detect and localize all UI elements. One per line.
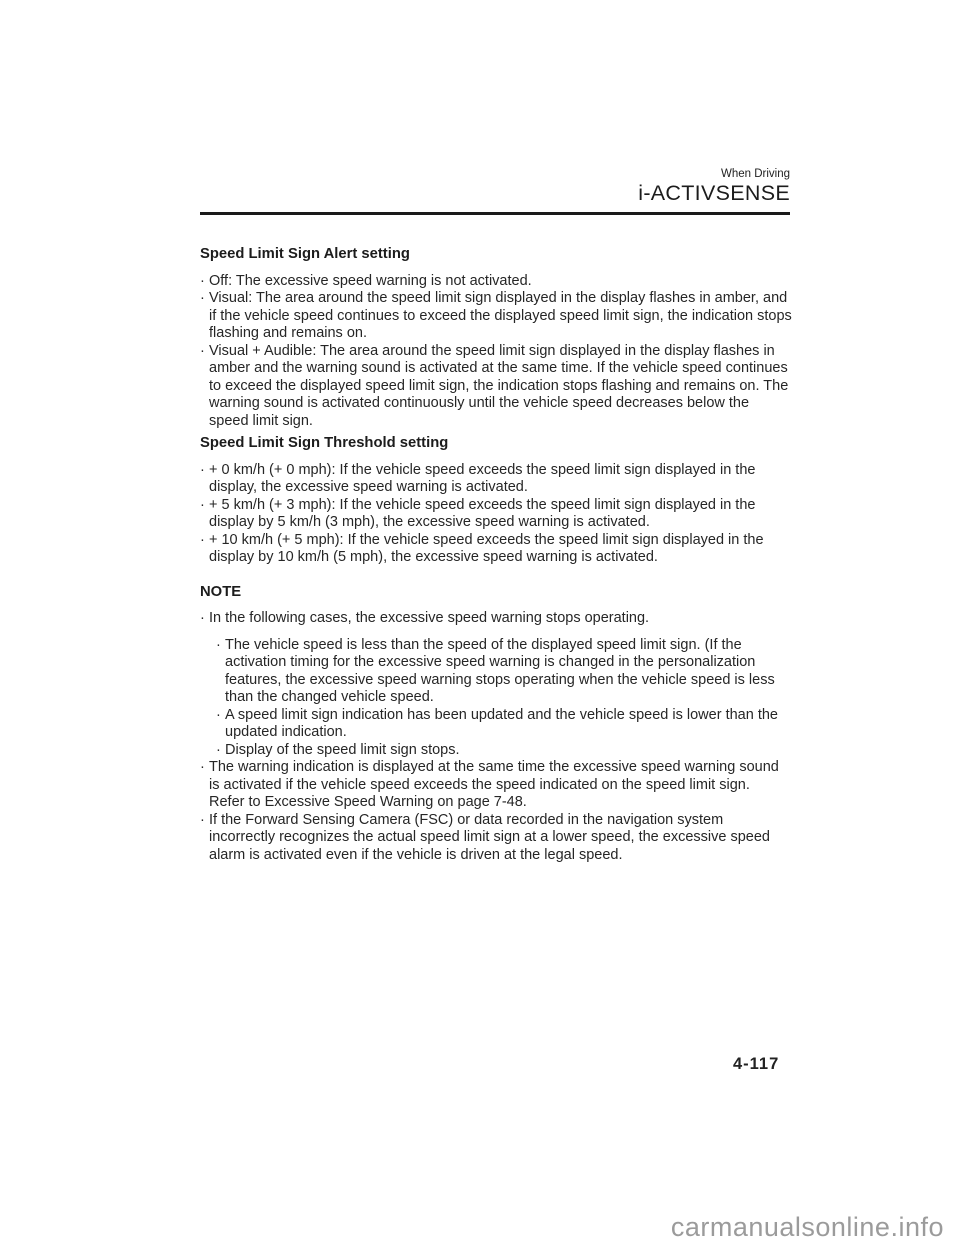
bullet-item (200, 343, 792, 431)
bullet-item (200, 273, 792, 291)
bullet-text: Visual + Audible: The area around the speed limit sign displayed in the display flashes in amber and the warning sound is activated at the same time. If the vehicle speed continues to exceed the displayed speed limit sign, the indication stops flashing and remains on. The warning sound is activated continuously until the vehicle speed decreases below the speed limit sign. (209, 342, 789, 429)
bullet-item (216, 637, 792, 707)
bullet-text: In the following cases, the excessive speed warning stops operating. (209, 610, 650, 626)
bullet-icon: · (200, 811, 205, 828)
bullet-text: The warning indication is displayed at the same time the excessive speed warning sound is activated if the vehicle speed exceeds the speed indicated on the speed limit sign. (209, 759, 779, 793)
bullet-text: + 10 km/h (+ 5 mph): If the vehicle speed exceeds the speed limit sign displayed in the display by 10 km/h (5 mph), the excessive speed warning is activated. (209, 531, 764, 565)
section-heading: Speed Limit Sign Alert setting (200, 246, 410, 262)
bullet-text: Off: The excessive speed warning is not activated. (209, 272, 532, 289)
bullet-text: A speed limit sign indication has been updated and the vehicle speed is lower than the updated indication. (225, 706, 778, 740)
bullet-icon: · (200, 272, 205, 289)
section-heading: Speed Limit Sign Threshold setting (200, 435, 449, 451)
bullet-icon: · (200, 531, 205, 548)
bullet-icon: · (216, 706, 221, 723)
bullet-text: + 0 km/h (+ 0 mph): If the vehicle speed exceeds the speed limit sign displayed in the display, the excessive speed warning is activated. (209, 461, 756, 495)
bullet-item (200, 610, 792, 628)
section (200, 435, 792, 567)
page-header (200, 168, 790, 215)
bullet-item (200, 759, 792, 794)
section (200, 584, 792, 865)
section (200, 246, 792, 430)
bullet-item (200, 532, 792, 567)
bullet-icon: · (200, 610, 205, 626)
header-eyebrow: When Driving (720, 168, 790, 180)
bullet-item (216, 707, 792, 742)
page-number: 4-117 (733, 1055, 780, 1073)
section-heading: NOTE (200, 583, 242, 600)
header-rule (200, 212, 790, 215)
watermark: carmanualsonline.info (670, 1212, 944, 1242)
bullet-item (200, 812, 792, 865)
page-content (200, 246, 792, 864)
bullet-icon: · (216, 741, 221, 758)
bullet-text: + 5 km/h (+ 3 mph): If the vehicle speed exceeds the speed limit sign displayed in the display by 5 km/h (3 mph), the excessive speed warning is activated. (209, 496, 756, 530)
header-title: i-ACTIVSENSE (638, 181, 790, 205)
bullet-icon: · (200, 759, 205, 775)
bullet-icon: · (216, 636, 221, 653)
continuation-line: Refer to Excessive Speed Warning on page 7-48. (209, 794, 527, 810)
bullet-text: Visual: The area around the speed limit sign displayed in the display flashes in amber, and if the vehicle speed continues to exceed the displayed speed limit sign, the indication stops flashing and remains on. (209, 290, 792, 341)
bullet-item (200, 462, 792, 497)
bullet-item (200, 290, 792, 343)
bullet-icon: · (200, 496, 205, 513)
bullet-text: Display of the speed limit sign stops. (225, 741, 460, 758)
bullet-icon: · (200, 342, 205, 359)
bullet-item (216, 742, 792, 760)
bullet-item (200, 497, 792, 532)
bullet-text: The vehicle speed is less than the speed of the displayed speed limit sign. (If the activation timing for the excessive speed warning is changed in the personalization features, the excessive speed warning stops operating when the vehicle speed is less than the changed vehicle speed. (225, 636, 775, 705)
bullet-text: If the Forward Sensing Camera (FSC) or data recorded in the navigation system incorrectly recognizes the actual speed limit sign at a lower speed, the excessive speed alarm is activated even if the vehicle is driven at the legal speed. (209, 811, 770, 863)
bullet-icon: · (200, 461, 205, 478)
bullet-icon: · (200, 290, 205, 306)
